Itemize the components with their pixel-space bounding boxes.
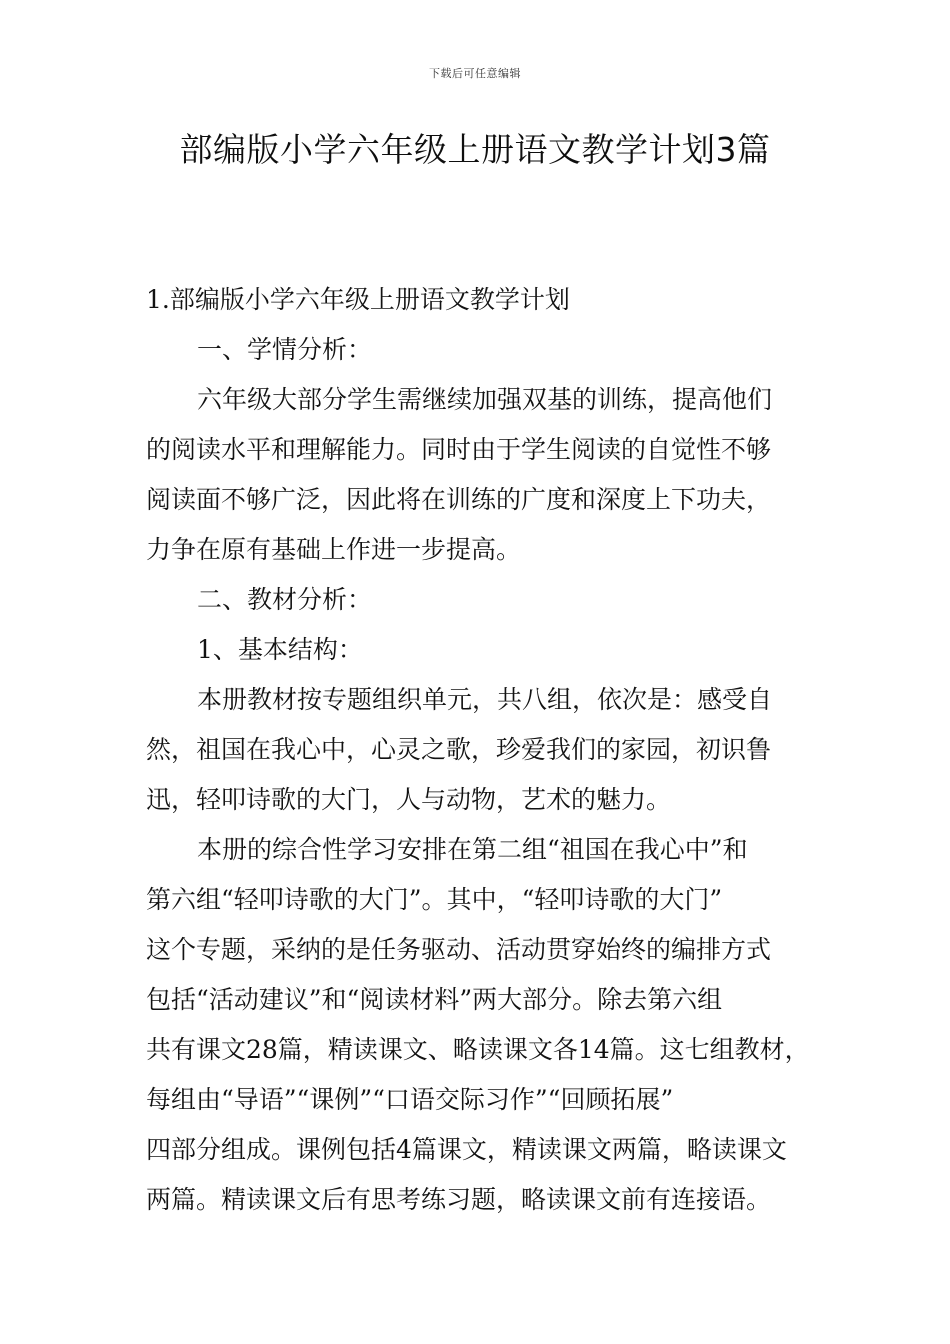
paragraph-line: 六年级大部分学生需继续加强双基的训练，提高他们 — [197, 385, 773, 414]
paragraph-line: 四部分组成。课例包括4篇课文，精读课文两篇，略读课文 — [146, 1135, 787, 1164]
document-body — [146, 275, 811, 1225]
paragraph-line: 两篇。精读课文后有思考练习题，略读课文前有连接语。 — [146, 1185, 772, 1214]
paragraph-line: 迅，轻叩诗歌的大门，人与动物，艺术的魅力。 — [146, 785, 672, 814]
paragraph-line: 第六组“轻叩诗歌的大门”。其中，“轻叩诗歌的大门” — [146, 885, 723, 914]
paragraph-line: 力争在原有基础上作进一步提高。 — [146, 535, 522, 564]
paragraph-line: 阅读面不够广泛，因此将在训练的广度和深度上下功夫， — [146, 485, 772, 514]
document-title: 部编版小学六年级上册语文教学计划3篇 — [179, 130, 771, 169]
paragraph-line: 然，祖国在我心中，心灵之歌，珍爱我们的家园，初识鲁 — [146, 735, 772, 764]
paragraph-line: 本册的综合性学习安排在第二组“祖国在我心中”和 — [197, 835, 748, 864]
paragraph-line: 共有课文28篇，精读课文、略读课文各14篇。这七组教材， — [146, 1035, 810, 1064]
section-heading: 1.部编版小学六年级上册语文教学计划 — [146, 285, 570, 314]
paragraph-line: 的阅读水平和理解能力。同时由于学生阅读的自觉性不够 — [146, 435, 772, 464]
paragraph-line: 本册教材按专题组织单元，共八组，依次是：感受自 — [197, 685, 773, 714]
paragraph-line: 这个专题，采纳的是任务驱动、活动贯穿始终的编排方式 — [146, 935, 772, 964]
subheading-basic-structure: 1、基本结构： — [197, 635, 363, 664]
subheading-textbook-analysis: 二、教材分析： — [197, 585, 373, 614]
paragraph-line: 每组由“导语”“课例”“口语交际习作”“回顾拓展” — [146, 1085, 674, 1114]
header-note: 下载后可任意编辑 — [429, 67, 521, 80]
paragraph-line: 包括“活动建议”和“阅读材料”两大部分。除去第六组 — [146, 985, 723, 1014]
subheading-learning-analysis: 一、学情分析： — [197, 335, 373, 364]
